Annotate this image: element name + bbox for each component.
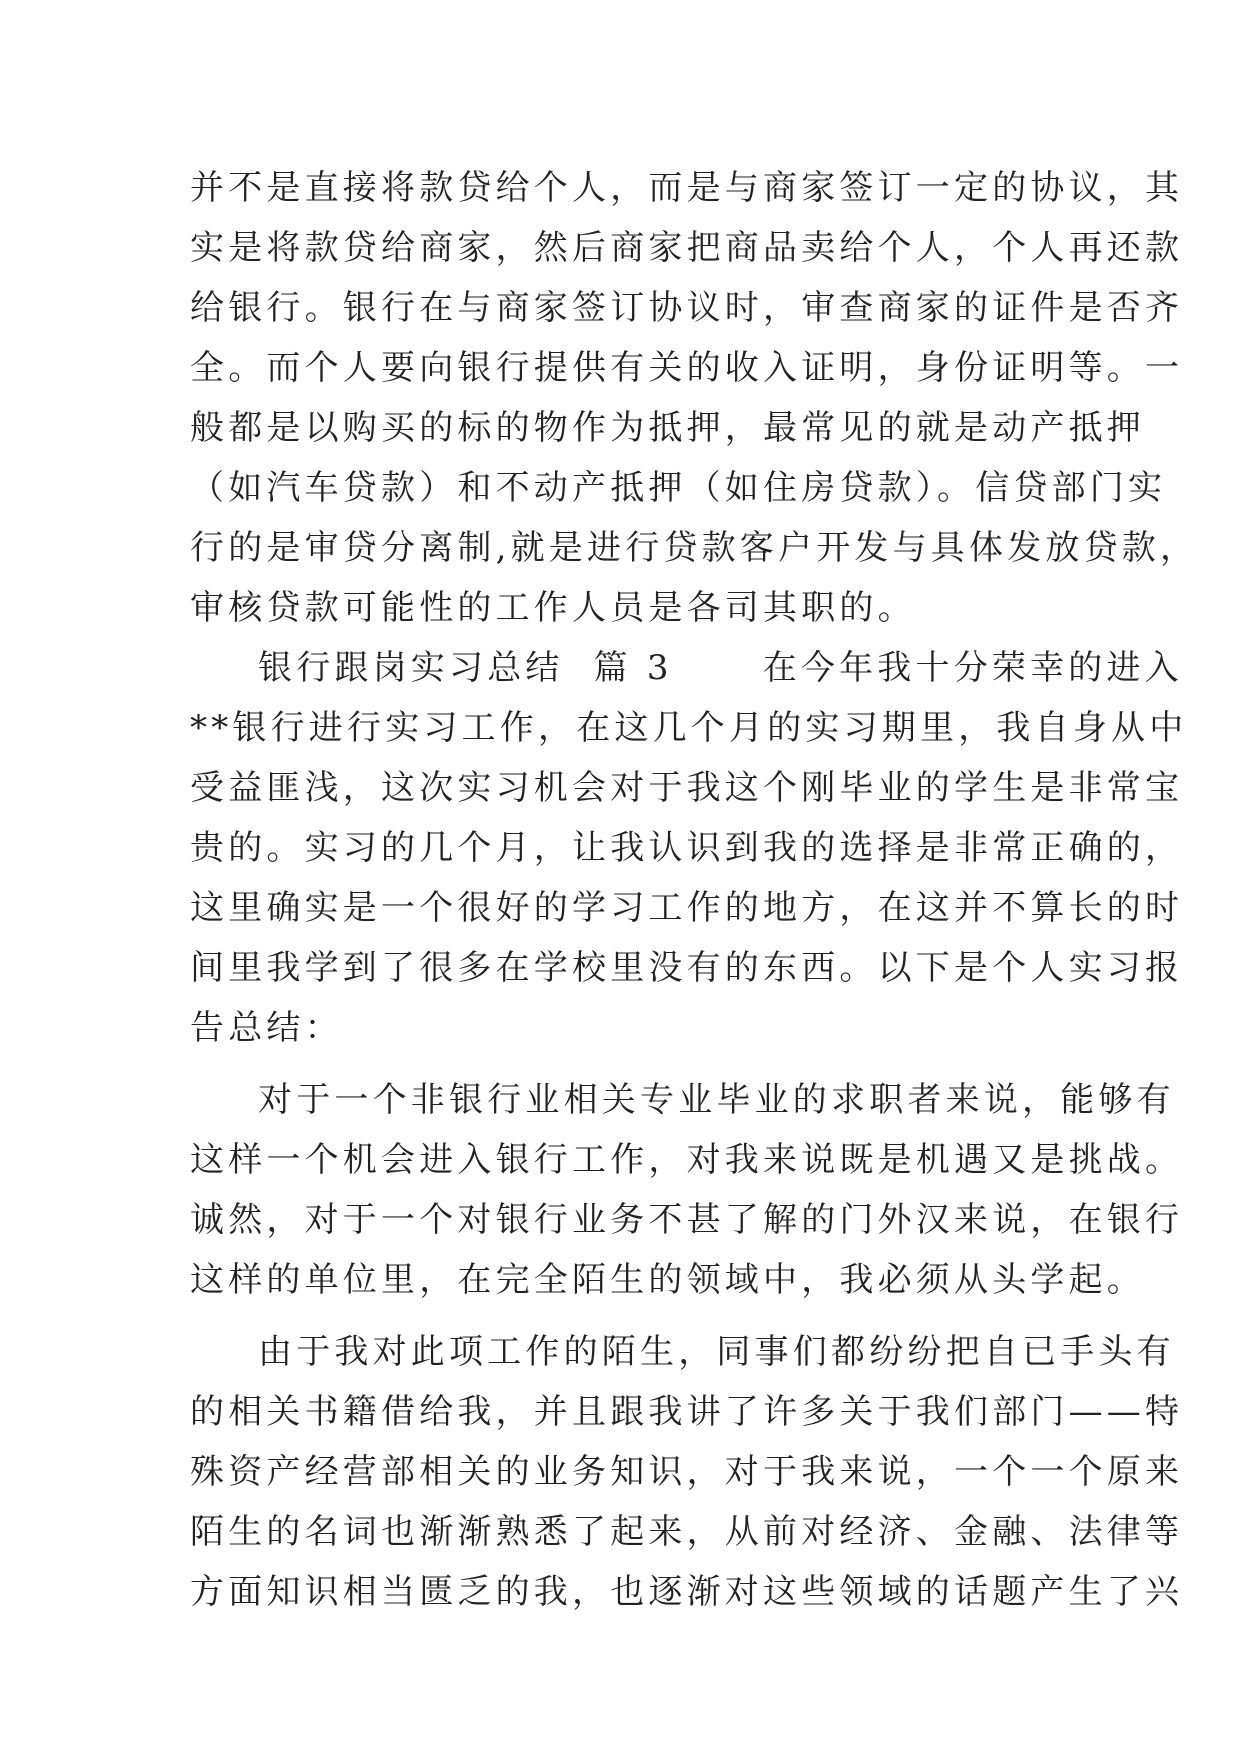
text-line: 给银行。银行在与商家签订协议时，审查商家的证件是否齐 [190,288,1184,328]
text-line: 的相关书籍借给我，并且跟我讲了许多关于我们部门——特 [190,1392,1184,1432]
text-line: 对于一个非银行业相关专业毕业的求职者来说，能够有 [258,1080,1175,1120]
text-line: 陌生的名词也渐渐熟悉了起来，从前对经济、金融、法律等 [190,1512,1184,1552]
text-line: 实是将款贷给商家，然后商家把商品卖给个人，个人再还款 [190,228,1184,268]
paragraph-3 [190,1070,1184,1310]
text-line: 方面知识相当匮乏的我，也逐渐对这些领域的话题产生了兴 [190,1572,1184,1612]
paragraph-2 [190,638,1188,1058]
paragraph-4 [190,1322,1184,1622]
text-line: 这里确实是一个很好的学习工作的地方，在这并不算长的时 [190,888,1184,928]
text-line: 受益匪浅，这次实习机会对于我这个刚毕业的学生是非常宝 [190,768,1184,808]
paragraph-1 [190,158,1199,638]
text-line: 殊资产经营部相关的业务知识，对于我来说，一个一个原来 [190,1452,1184,1492]
text-line: 诚然，对于一个对银行业务不甚了解的门外汉来说，在银行 [190,1200,1184,1240]
text-line: 由于我对此项工作的陌生，同事们都纷纷把自已手头有 [258,1332,1175,1372]
text-line: （如汽车贷款）和不动产抵押（如住房贷款）。信贷部门实 [190,468,1167,508]
section-heading-line: 银行跟岗实习总结 篇 3 在今年我十分荣幸的进入 [258,648,1183,688]
text-line: 般都是以购买的标的物作为抵押，最常见的就是动产抵押 [190,408,1145,448]
text-line: 行的是审贷分离制,就是进行贷款客户开发与具体发放贷款， [190,528,1199,568]
text-line: 这样的单位里，在完全陌生的领域中，我必须从头学起。 [190,1260,1145,1300]
text-line: 审核贷款可能性的工作人员是各司其职的。 [190,588,916,628]
text-line: 间里我学到了很多在学校里没有的东西。以下是个人实习报 [190,948,1184,988]
body-text [190,158,1199,1622]
text-line: 这样一个机会进入银行工作，对我来说既是机遇又是挑战。 [190,1140,1184,1180]
text-line: **银行进行实习工作，在这几个月的实习期里，我自身从中 [190,708,1188,748]
text-line: 并不是直接将款贷给个人，而是与商家签订一定的协议，其 [190,168,1184,208]
text-line: 告总结： [190,1008,343,1048]
text-line: 全。而个人要向银行提供有关的收入证明，身份证明等。一 [190,348,1184,388]
text-line: 贵的。实习的几个月，让我认识到我的选择是非常正确的， [190,828,1184,868]
